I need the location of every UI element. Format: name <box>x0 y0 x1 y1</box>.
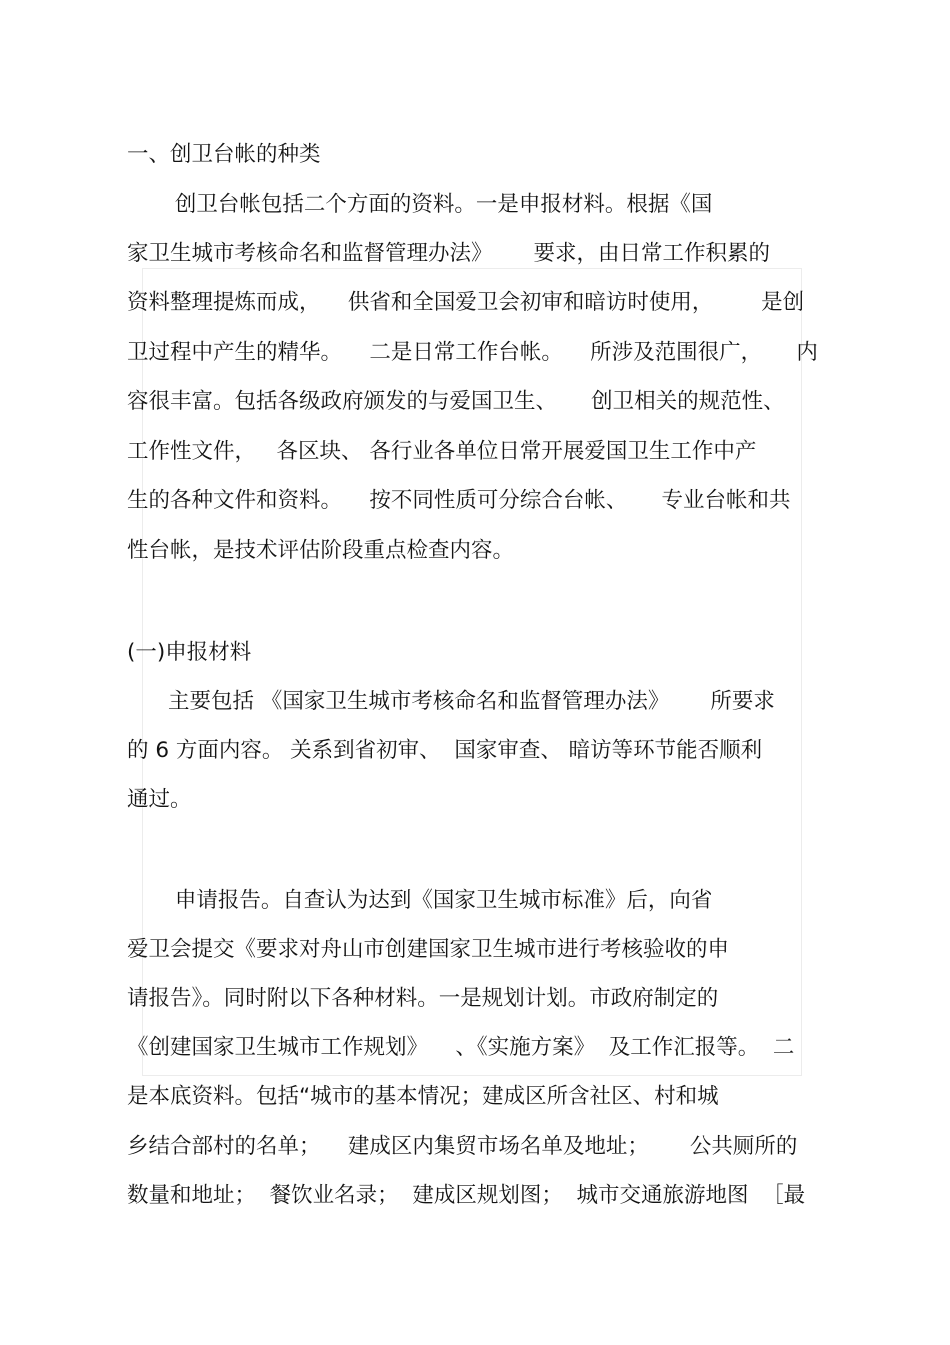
subsection-heading: (一)申报材料 <box>127 640 252 665</box>
text-line: 资料整理提炼而成， 供省和全国爱卫会初审和暗访时使用， 是创 <box>127 290 805 315</box>
text-line: 工作性文件， 各区块、 各行业各单位日常开展爱国卫生工作中产 <box>127 439 757 464</box>
text-line: 通过。 <box>127 787 192 812</box>
text-line: 容很丰富。包括各级政府颁发的与爱国卫生、 创卫相关的规范性、 <box>127 389 785 414</box>
text-line: 卫过程中产生的精华。 二是日常工作台帐。 所涉及范围很广， 内 <box>127 340 818 365</box>
text-line: 爱卫会提交《要求对舟山市创建国家卫生城市进行考核验收的申 <box>127 937 730 962</box>
text-line: 是本底资料。包括“城市的基本情况；建成区所含社区、村和城 <box>127 1084 719 1109</box>
text-line: 主要包括 《国家卫生城市考核命名和监督管理办法》 所要求 <box>127 689 775 714</box>
text-line: 数量和地址； 餐饮业名录； 建成区规划图； 城市交通旅游地图 ［最 <box>127 1183 806 1208</box>
text-line: 《创建国家卫生城市工作规划》 、《实施方案》 及工作汇报等。 二 <box>127 1035 795 1060</box>
section-heading: 一、创卫台帐的种类 <box>127 142 321 167</box>
text-line: 性台帐，是技术评估阶段重点检查内容。 <box>127 538 515 563</box>
text-line: 请报告》。同时附以下各种材料。一是规划计划。市政府制定的 <box>127 986 719 1011</box>
text-line: 的 6 方面内容。 关系到省初审、 国家审查、 暗访等环节能否顺利 <box>127 738 763 763</box>
text-line: 乡结合部村的名单； 建成区内集贸市场名单及地址； 公共厕所的 <box>127 1134 798 1159</box>
text-line: 申请报告。自查认为达到《国家卫生城市标准》后，向省 <box>127 888 713 913</box>
text-line: 创卫台帐包括二个方面的资料。一是申报材料。根据《国 <box>127 192 713 217</box>
text-line: 生的各种文件和资料。 按不同性质可分综合台帐、 专业台帐和共 <box>127 488 791 513</box>
text-line: 家卫生城市考核命名和监督管理办法》 要求，由日常工作积累的 <box>127 241 771 266</box>
